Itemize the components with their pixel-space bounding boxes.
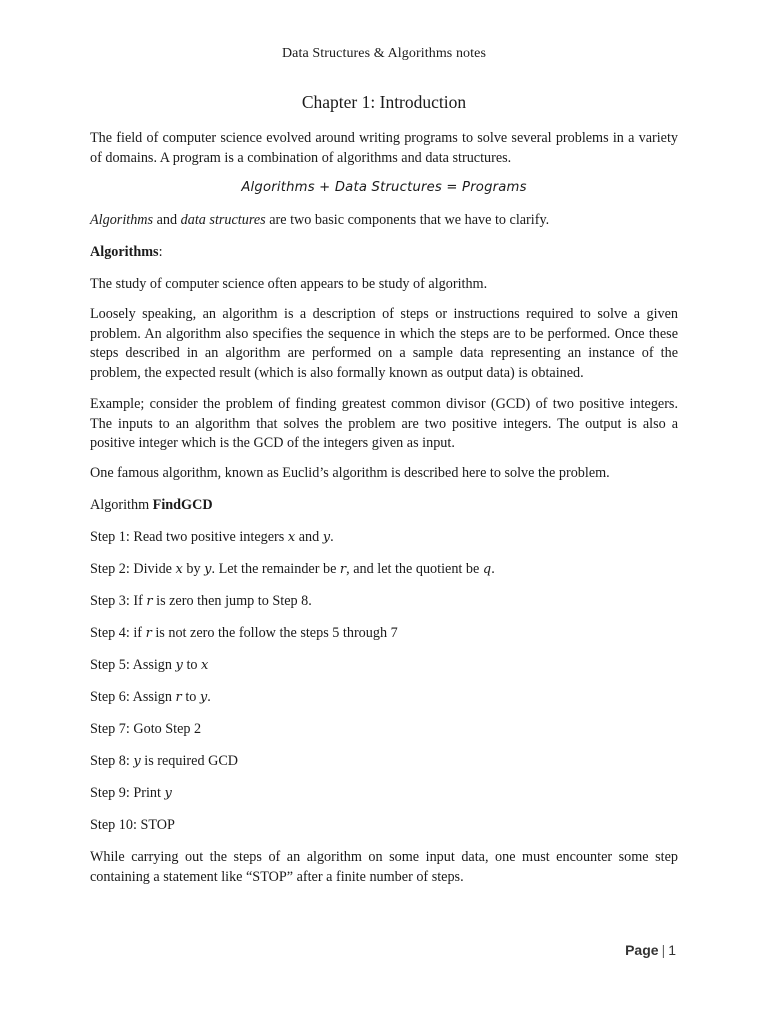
step-number: 7 (390, 625, 398, 641)
step-text: , and let the quotient be (346, 561, 483, 577)
math-var: r (175, 690, 182, 705)
math-var: x (175, 562, 183, 577)
algorithm-title (90, 496, 678, 516)
term-algorithms: Algorithms (90, 212, 154, 228)
step-6 (90, 688, 678, 708)
step-text: Step 5: Assign (90, 657, 176, 673)
term-data-structures: data structures (180, 212, 266, 228)
step-text: . (308, 593, 312, 609)
math-var: y (322, 530, 331, 545)
step-text: is not zero the follow the steps (151, 625, 333, 641)
step-9 (90, 784, 678, 804)
step-text: . (207, 689, 211, 705)
math-var: y (164, 786, 172, 801)
math-var: x (287, 530, 296, 545)
running-head: Data Structures & Algorithms notes (281, 46, 487, 61)
step-text: to (182, 657, 202, 673)
step-text: is zero then jump to Step (152, 593, 302, 609)
math-var: x (201, 658, 209, 673)
study-line: The study of computer science often appears to be study of algorithm. (90, 276, 488, 292)
math-var: r (146, 594, 153, 609)
euclid-line: One famous algorithm, known as Euclid’s algorithm is described here to solve the problem. (90, 465, 610, 481)
step-text: is required GCD (140, 753, 239, 769)
math-var: y (133, 754, 141, 769)
algorithms-heading-colon: : (158, 244, 163, 260)
components-and: and (153, 212, 181, 228)
step-text: to (181, 689, 200, 705)
step-text: Step 3: If (90, 593, 147, 609)
step-5 (90, 656, 678, 676)
step-7: Step 7: Goto Step 2 (90, 721, 202, 737)
step-text: by (182, 561, 205, 577)
step-text: Step 2: Divide (90, 561, 176, 577)
step-10: Step 10: STOP (90, 817, 175, 833)
algorithms-heading (90, 243, 678, 263)
step-text: Step 9: Print (90, 785, 165, 801)
math-var: y (204, 562, 212, 577)
step-text: . (491, 561, 495, 577)
math-var: r (145, 626, 152, 641)
algorithms-heading-text: Algorithms (90, 244, 159, 260)
step-number: 8 (301, 593, 309, 609)
step-text: Step 8: (90, 753, 134, 769)
step-text: through (339, 625, 391, 641)
step-3 (90, 592, 678, 612)
step-8 (90, 752, 678, 772)
step-text: . (330, 529, 334, 545)
definition-paragraph: Loosely speaking, an algorithm is a description of steps or instructions required to solve a given problem. An algorithm also specifies the sequence in which the steps are to be performed. Once these steps described in an algorithm are performed on a sample data representing an instance of the problem, the expected result (which is also formally known as output data) is obtained. (90, 306, 678, 381)
step-text: . Let the remainder be (211, 561, 340, 577)
math-var: y (199, 690, 208, 705)
step-text: Step 1: Read two positive integers (90, 529, 288, 545)
equation: Algorithms + Data Structures = Programs (241, 180, 527, 195)
page-number: 1 (668, 942, 676, 958)
math-var: q (482, 562, 492, 577)
chapter-title: Chapter 1: Introduction (301, 92, 467, 112)
step-1 (90, 528, 678, 548)
closing-paragraph: While carrying out the steps of an algorithm on some input data, one must encounter some step containing a statement like “STOP” after a finite number of steps. (90, 849, 678, 885)
page-footer (625, 942, 676, 958)
intro-paragraph: The field of computer science evolved around writing programs to solve several problems in a variety of domains. A program is a combination of algorithms and data structures. (90, 130, 678, 166)
math-var: y (175, 658, 183, 673)
example-paragraph: Example; consider the problem of finding greatest common divisor (GCD) of two positive integers. The inputs to an algorithm that solves the problem are two positive integers. The output is also a positive integer which is the GCD of the integers given as input. (90, 396, 678, 451)
step-number: 5 (332, 625, 340, 641)
components-paragraph (90, 211, 678, 231)
step-4 (90, 624, 678, 644)
step-text: and (295, 529, 323, 545)
step-text: Step 4: if (90, 625, 146, 641)
math-var: r (339, 562, 347, 577)
algorithm-name: FindGCD (152, 497, 213, 513)
step-text: Step 6: Assign (90, 689, 176, 705)
step-2 (90, 560, 678, 580)
footer-label: Page (625, 942, 659, 958)
footer-separator: | (661, 942, 666, 958)
components-rest: are two basic components that we have to clarify. (265, 212, 550, 228)
algorithm-label: Algorithm (90, 497, 153, 513)
